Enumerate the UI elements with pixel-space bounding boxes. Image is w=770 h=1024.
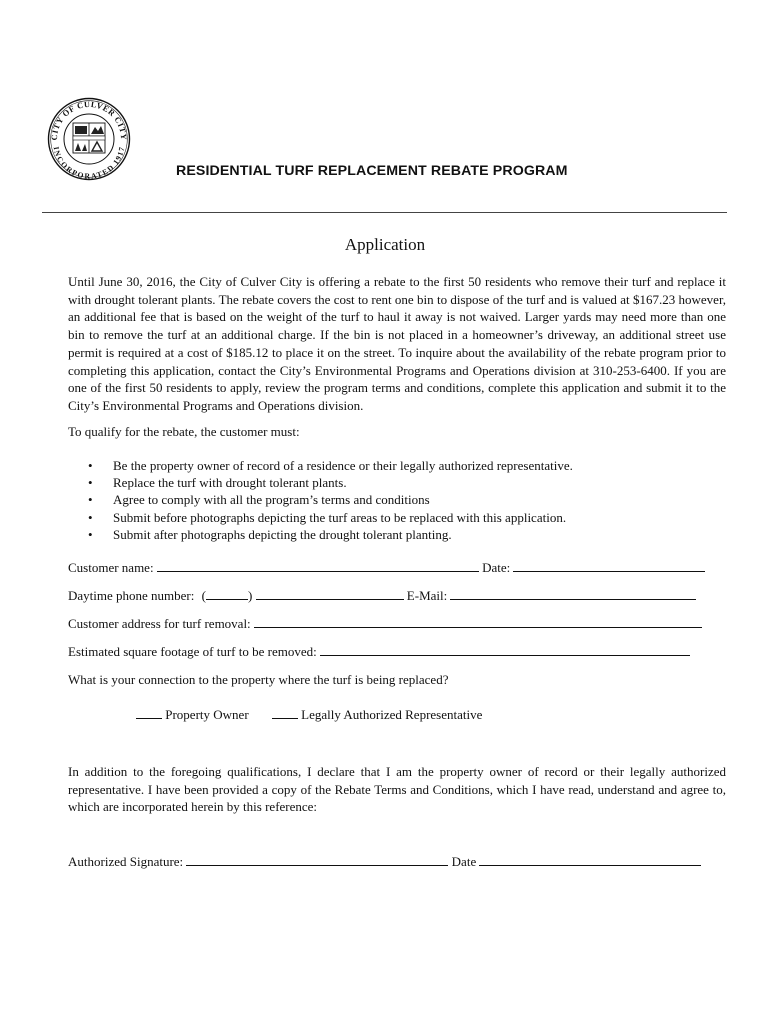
address-field[interactable]: [254, 616, 702, 628]
contact-row: Daytime phone number: ( ) E-Mail:: [68, 587, 696, 605]
customer-name-row: [68, 559, 705, 577]
footage-field[interactable]: [320, 644, 690, 656]
date-label: Date:: [482, 560, 511, 575]
representative-checkbox[interactable]: [272, 707, 298, 719]
city-seal-logo: [47, 97, 131, 181]
bullet-icon: •: [88, 458, 93, 473]
list-item: • Submit before photographs depicting the turf areas to be replaced with this application.: [88, 509, 567, 525]
representative-label: Legally Authorized Representative: [301, 707, 483, 722]
phone-label: Daytime phone number:: [68, 588, 195, 603]
property-owner-checkbox[interactable]: [136, 707, 162, 719]
email-label: E-Mail:: [406, 588, 448, 603]
intro-paragraph: Until June 30, 2016, the City of Culver City is offering a rebate to the first 50 residents who remove their turf and replace it with drought tolerant plants. The rebate covers the cost to rent one bin to dispose of the turf and is valued at $167.23 however, an additional fee that is based on the weight of the turf to haul it away is not waived. Larger yards may need more than one bin to remove the turf at an additional charge. If the bin is not placed in a homeowner’s driveway, an additional street use permit is required at a cost of $185.12 to place it on the street. To inquire about the availability of the rebate program prior to completing this application, contact the City’s Environmental Programs and Operations division at 310-253-6400. If you are one of the first 50 residents to apply, review the program terms and conditions, complete this application and submit it to the City’s Environmental Programs and Operations division.: [68, 274, 726, 413]
declaration-paragraph: In addition to the foregoing qualifications, I declare that I am the property owner of record or their legally authorized representative. I have been provided a copy of the Rebate Terms and Conditions, which I have read, understand and agree to, which are incorporated herein by this reference:: [68, 764, 726, 815]
list-item: • Replace the turf with drought tolerant plants.: [88, 475, 347, 491]
qualify-heading: To qualify for the rebate, the customer must:: [68, 424, 300, 439]
header-divider: [42, 212, 727, 213]
svg-text:INCORPORATED 1917: INCORPORATED 1917: [51, 146, 127, 181]
area-code-field[interactable]: [206, 588, 248, 600]
signature-date-field[interactable]: [479, 854, 701, 866]
footage-label: Estimated square footage of turf to be removed:: [68, 644, 317, 659]
signature-field[interactable]: [186, 854, 448, 866]
list-item: • Be the property owner of record of a residence or their legally authorized representative.: [88, 458, 573, 473]
phone-field[interactable]: [256, 588, 404, 600]
customer-name-field[interactable]: [157, 560, 479, 572]
bullet-icon: •: [88, 492, 93, 508]
application-subtitle: Application: [344, 235, 426, 254]
list-item: • Submit after photographs depicting the drought tolerant planting.: [88, 526, 452, 542]
address-row: [68, 615, 702, 633]
signature-row: [68, 853, 701, 871]
program-title: RESIDENTIAL TURF REPLACEMENT REBATE PROGRAM: [176, 163, 568, 179]
property-owner-label: Property Owner: [165, 707, 249, 722]
customer-name-label: Customer name:: [68, 560, 154, 575]
signature-label: Authorized Signature:: [68, 854, 184, 869]
connection-options: [136, 706, 482, 724]
email-field[interactable]: [450, 588, 696, 600]
requirements-list: [68, 457, 573, 543]
bullet-icon: •: [88, 475, 93, 491]
svg-text:CITY OF CULVER CITY: CITY OF CULVER CITY: [49, 99, 129, 141]
connection-question: What is your connection to the property where the turf is being replaced?: [68, 672, 449, 687]
bullet-icon: •: [88, 526, 93, 542]
address-label: Customer address for turf removal:: [68, 616, 251, 631]
signature-date-label: Date: [451, 854, 477, 869]
bullet-icon: •: [88, 509, 93, 525]
date-field[interactable]: [513, 560, 705, 572]
list-item: • Agree to comply with all the program’s terms and conditions: [88, 492, 430, 508]
footage-row: [68, 643, 690, 661]
